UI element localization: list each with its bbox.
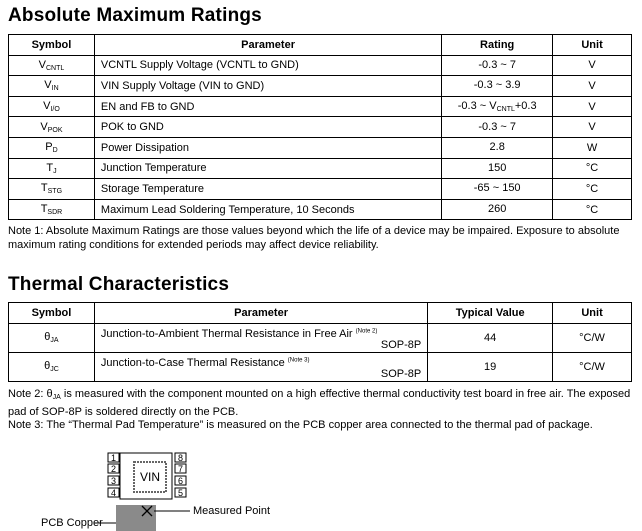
package-diagram bbox=[0, 440, 642, 531]
pad-label: VIN bbox=[139, 470, 161, 484]
table-row bbox=[9, 117, 632, 138]
parameter-cell: Storage Temperature bbox=[94, 179, 441, 200]
unit-cell: V bbox=[553, 76, 632, 97]
measured-point-label: Measured Point bbox=[193, 505, 271, 517]
symbol-cell: $V_{I/O}$ bbox=[9, 96, 95, 117]
symbol-cell: $T_{STG}$ bbox=[9, 179, 95, 200]
rating-cell: -0.3 ~ 7 bbox=[442, 117, 553, 138]
symbol-cell: $\theta_{JC}$ bbox=[9, 352, 95, 381]
symbol-cell: $T_J$ bbox=[9, 158, 95, 179]
rating-cell: -0.3 ~ $V_{CNTL}+0.3$ bbox=[442, 96, 553, 117]
parameter-cell: Maximum Lead Soldering Temperature, 10 Seconds bbox=[94, 199, 441, 220]
thermal-note-3: Note 3: The “Thermal Pad Temperature” is measured on the PCB copper area connected to the thermal pad of package. bbox=[8, 419, 593, 431]
table-row bbox=[9, 158, 632, 179]
package-label: SOP-8P bbox=[380, 338, 422, 351]
value-cell: 44 bbox=[428, 323, 553, 352]
unit-cell: V bbox=[553, 96, 632, 117]
rating-cell: -0.3 ~ 3.9 bbox=[442, 76, 553, 97]
symbol-cell: $V_{CNTL}$ bbox=[9, 55, 95, 76]
header-typical-value: Typical Value bbox=[428, 303, 553, 324]
unit-cell: °C bbox=[553, 158, 632, 179]
header-symbol: Symbol bbox=[9, 35, 95, 56]
thermal-table bbox=[8, 302, 632, 382]
left-pins bbox=[108, 453, 119, 498]
rating-cell: 2.8 bbox=[442, 137, 553, 158]
unit-cell: V bbox=[553, 55, 632, 76]
rating-cell: 260 bbox=[442, 199, 553, 220]
header-parameter: Parameter bbox=[94, 35, 441, 56]
unit-cell: °C/W bbox=[553, 352, 632, 381]
table-row bbox=[9, 96, 632, 117]
pin-5: 5 bbox=[177, 488, 184, 498]
rating-cell: 150 bbox=[442, 158, 553, 179]
parameter-cell: POK to GND bbox=[94, 117, 441, 138]
pin-8: 8 bbox=[177, 453, 184, 463]
header-parameter: Parameter bbox=[94, 303, 427, 324]
pin-6: 6 bbox=[177, 476, 184, 486]
parameter-cell: VCNTL Supply Voltage (VCNTL to GND) bbox=[94, 55, 441, 76]
unit-cell: V bbox=[553, 117, 632, 138]
parameter-cell: Junction-to-Ambient Thermal Resistance in Free Air $^{(Note 2)}$ SOP-8P bbox=[94, 323, 427, 352]
table-header-row bbox=[9, 303, 632, 324]
table-row bbox=[9, 179, 632, 200]
unit-cell: °C bbox=[553, 179, 632, 200]
pin-1: 1 bbox=[110, 453, 117, 463]
parameter-cell: Junction-to-Case Thermal Resistance $^{(Note 3)}$ SOP-8P bbox=[94, 352, 427, 381]
symbol-cell: $P_D$ bbox=[9, 137, 95, 158]
header-unit: Unit bbox=[553, 35, 632, 56]
rating-cell: -0.3 ~ 7 bbox=[442, 55, 553, 76]
table-header-row bbox=[9, 35, 632, 56]
unit-cell: °C/W bbox=[553, 323, 632, 352]
thermal-title: Thermal Characteristics bbox=[8, 274, 230, 295]
parameter-cell: Power Dissipation bbox=[94, 137, 441, 158]
rating-cell: -65 ~ 150 bbox=[442, 179, 553, 200]
pin-7: 7 bbox=[177, 464, 184, 474]
right-pins bbox=[175, 453, 186, 498]
abs-max-table bbox=[8, 34, 632, 220]
table-row bbox=[9, 137, 632, 158]
unit-cell: W bbox=[553, 137, 632, 158]
symbol-cell: $\theta_{JA}$ bbox=[9, 323, 95, 352]
pin-4: 4 bbox=[110, 488, 117, 498]
abs-max-title: Absolute Maximum Ratings bbox=[8, 5, 262, 26]
table-row bbox=[9, 55, 632, 76]
table-row bbox=[9, 199, 632, 220]
thermal-note-2: Note 2: $\theta_{JA}$ is measured with the component mounted on a high effective thermal conductivity test board in free air. The exposed pad of SOP-8P is soldered directly on the PCB. bbox=[8, 388, 631, 418]
parameter-cell: EN and FB to GND bbox=[94, 96, 441, 117]
pin-3: 3 bbox=[110, 476, 117, 486]
abs-note: Note 1: Absolute Maximum Ratings are those values beyond which the life of a device may be impaired. Exposure to absolute maximum rating conditions for extended periods may affect device reliability. bbox=[8, 225, 620, 251]
pin-2: 2 bbox=[110, 464, 117, 474]
symbol-cell: $V_{POK}$ bbox=[9, 117, 95, 138]
value-cell: 19 bbox=[428, 352, 553, 381]
header-rating: Rating bbox=[442, 35, 553, 56]
header-symbol: Symbol bbox=[9, 303, 95, 324]
header-unit: Unit bbox=[553, 303, 632, 324]
table-row bbox=[9, 76, 632, 97]
symbol-cell: $V_{IN}$ bbox=[9, 76, 95, 97]
pcb-copper-label: PCB Copper bbox=[41, 517, 103, 529]
table-row bbox=[9, 323, 632, 352]
parameter-cell: Junction Temperature bbox=[94, 158, 441, 179]
table-row bbox=[9, 352, 632, 381]
unit-cell: °C bbox=[553, 199, 632, 220]
parameter-cell: VIN Supply Voltage (VIN to GND) bbox=[94, 76, 441, 97]
symbol-cell: $T_{SDR}$ bbox=[9, 199, 95, 220]
package-label: SOP-8P bbox=[380, 367, 422, 380]
